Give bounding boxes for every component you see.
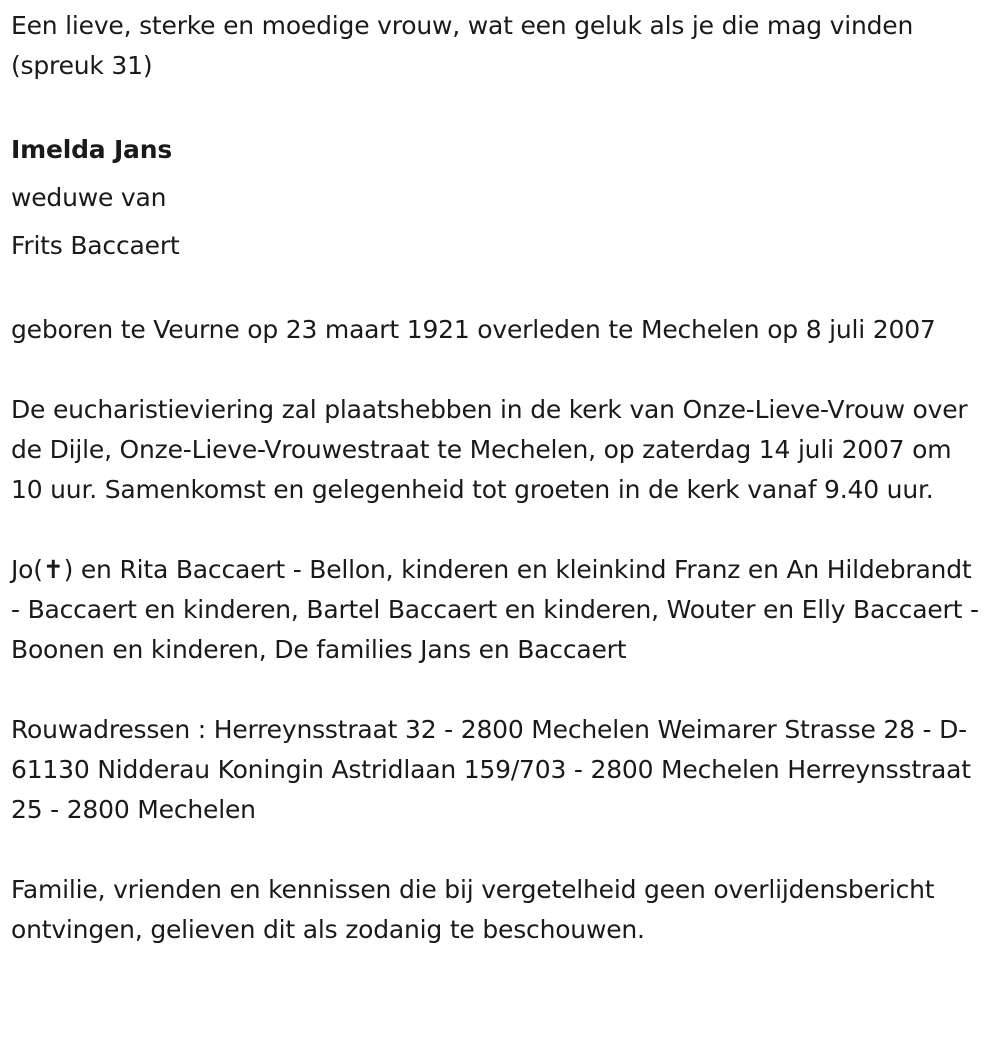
spacer [11, 86, 988, 126]
spacer [11, 270, 988, 310]
spacer [11, 670, 988, 710]
motto-text: Een lieve, sterke en moedige vrouw, wat een geluk als je die mag vinden (spreuk 31) [11, 11, 914, 80]
addresses-text: Rouwadressen : Herreynsstraat 32 - 2800 Mechelen Weimarer Strasse 28 - D-61130 Nidderau Koningin Astridlaan 159/703 - 2800 Mechelen Herreynsstraat 25 - 2800 Mechelen [11, 715, 971, 824]
spouse-name: Frits Baccaert [11, 231, 180, 260]
ceremony-text: De eucharistieviering zal plaatshebben in de kerk van Onze-Lieve-Vrouw over de Dijle, Onze-Lieve-Vrouwestraat te Mechelen, op zaterdag 14 juli 2007 om 10 uur. Samenkomst en gelegenheid tot groeten in de kerk vanaf 9.40 uur. [11, 395, 968, 504]
spacer [11, 350, 988, 390]
spacer [11, 510, 988, 550]
deceased-name: Imelda Jans [11, 135, 172, 164]
relation-text: weduwe van [11, 183, 167, 212]
birth-death-text: geboren te Veurne op 23 maart 1921 overleden te Mechelen op 8 juli 2007 [11, 315, 936, 344]
family-text: Jo(✝) en Rita Baccaert - Bellon, kinderen en kleinkind Franz en An Hildebrandt - Baccaert en kinderen, Bartel Baccaert en kinderen, Wouter en Elly Baccaert - Boonen en kinderen, De families Jans en Baccaert [11, 555, 979, 664]
closing-text: Familie, vrienden en kennissen die bij vergetelheid geen overlijdensbericht ontvingen, gelieven dit als zodanig te beschouwen. [11, 875, 935, 944]
spacer [11, 830, 988, 870]
